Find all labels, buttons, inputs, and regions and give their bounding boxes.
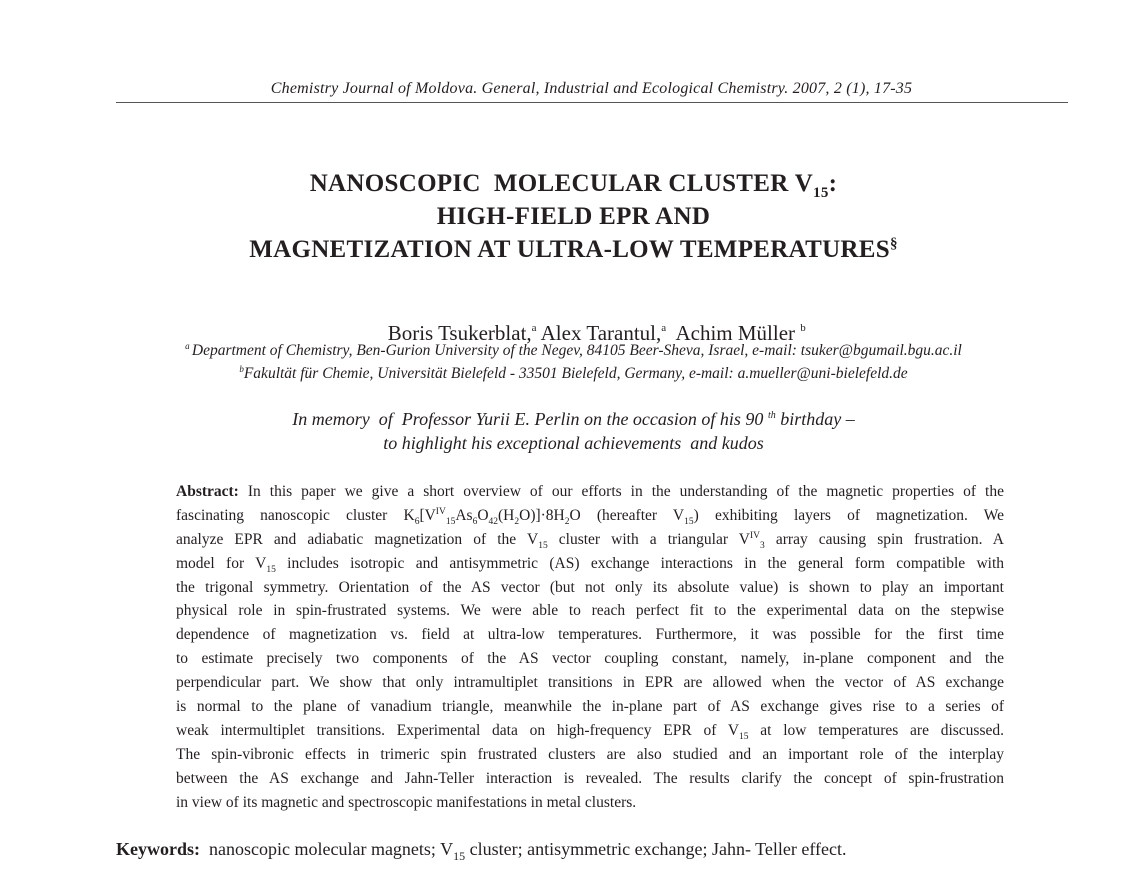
title-line-3: MAGNETIZATION AT ULTRA-LOW TEMPERATURES§ (249, 236, 898, 263)
keywords: Keywords: nanoscopic molecular magnets; $V_{15}$ cluster; antisymmetric exchange; Jahn- Teller effect. (116, 839, 847, 863)
abstract-line: Abstract: In this paper we give a short overview of our efforts in the understanding of the magnetic properties of the (176, 483, 1004, 500)
abstract-line: to estimate precisely two components of the AS vector coupling constant, namely, in-plane component and the (176, 650, 1004, 668)
abstract-line: weak intermultiplet transitions. Experimental data on high-frequency EPR of $V_{15}$ at low temperatures are discussed. (176, 721, 1004, 742)
abstract-line: is normal to the plane of vanadium triangle, meanwhile the in-plane part of AS exchange gives rise to a series of (176, 698, 1004, 716)
journal-citation: Chemistry Journal of Moldova. General, Industrial and Ecological Chemistry. 2007, 2 (1), 17-35 (270, 80, 913, 97)
abstract-line: dependence of magnetization vs. field at ultra-low temperatures. Furthermore, it was possible for the first time (176, 626, 1004, 644)
keywords-label: Keywords: (116, 839, 200, 859)
paper-title (0, 167, 1147, 266)
author-tarantul: Alex Tarantul, (536, 321, 662, 345)
abstract (176, 480, 1004, 814)
abstract-label: Abstract: (176, 483, 239, 500)
author-tsukerblat: Boris Tsukerblat, (387, 321, 532, 345)
journal-header (0, 80, 1147, 98)
abstract-line: physical role in spin-frustrated systems. We were able to reach perfect fit to the experimental data on the stepwise (176, 602, 1004, 620)
title-line-1: NANOSCOPIC MOLECULAR CLUSTER $V_{15}$: (309, 170, 838, 201)
abstract-line: analyze EPR and adiabatic magnetization of the $V_{15}$ cluster with a triangular $V^{IV}_3$ array causing spin frustration. A (176, 530, 1004, 551)
abstract-line: fascinating nanoscopic cluster $K_6[V^{IV}_{15}As_6O_{42}(H_2O)]\cdot 8H_2O$ (hereafter $V_{15}$) exhibiting layers of magnetization. We (176, 506, 1004, 527)
dedication-line-1: In memory of Professor Yurii E. Perlin on the occasion of his 90 $^{th}$ birthday – (292, 409, 855, 429)
header-divider (116, 102, 1068, 103)
abstract-line: in view of its magnetic and spectroscopic manifestations in metal clusters. (176, 793, 637, 811)
affiliation-b: $^b$Fakultät für Chemie, Universität Bielefeld - 33501 Bielefeld, Germany, e-mail: a.mueller@uni-bielefeld.de (239, 364, 908, 382)
abstract-line: perpendicular part. We show that only intramultiplet transitions in EPR are allowed when the vector of AS exchange (176, 674, 1004, 692)
abstract-line: model for $V_{15}$ includes isotropic and antisymmetric (AS) exchange interactions in the general form compatible with (176, 554, 1004, 575)
dedication (0, 407, 1147, 455)
author-list: Boris Tsukerblat,$^a$ Alex Tarantul,$^a$ Achim Müller $^b$ (387, 321, 806, 345)
abstract-line: the trigonal symmetry. Orientation of the AS vector (but not only its absolute value) is shown to play an important (176, 578, 1004, 596)
dedication-line-2: to highlight his exceptional achievements and kudos (383, 433, 764, 453)
author-muller: Achim Müller (666, 321, 801, 345)
abstract-line: The spin-vibronic effects in trimeric spin frustrated clusters are also studied and an important role of the interplay (176, 745, 1004, 763)
abstract-line: between the AS exchange and Jahn-Teller interaction is revealed. The results clarify the concept of spin-frustration (176, 769, 1004, 787)
title-line-2: HIGH-FIELD EPR AND (436, 203, 711, 230)
affiliation-a: $^a$ Department of Chemistry, Ben-Gurion University of the Negev, 84105 Beer-Sheva, Israel, e-mail: tsuker@bgumail.bgu.ac.il (185, 341, 962, 359)
